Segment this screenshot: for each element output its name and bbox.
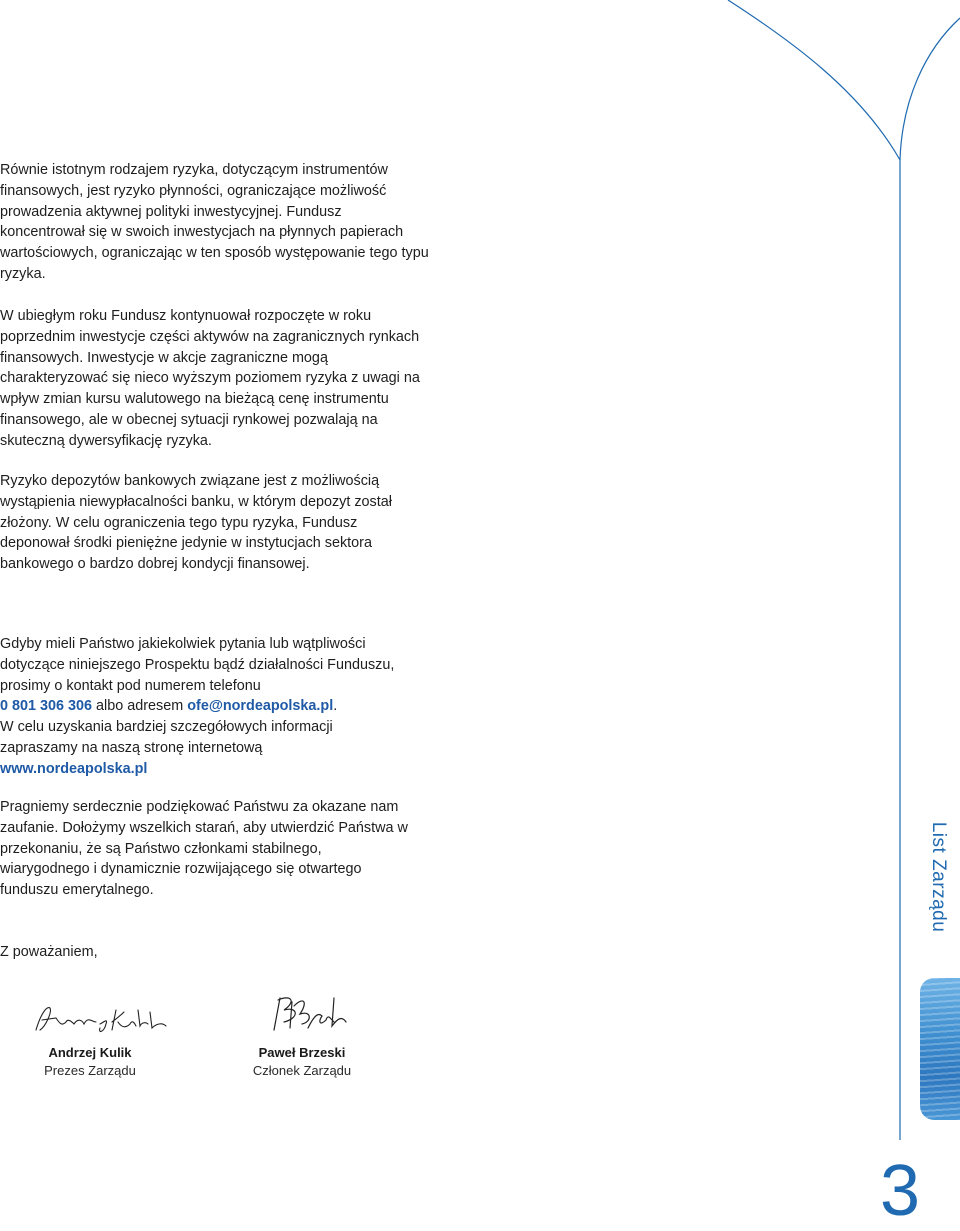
phone-number[interactable]: 0 801 306 306: [0, 698, 93, 715]
page-number: 3: [879, 1151, 920, 1231]
signatory-role-2: Członek Zarządu: [252, 1063, 352, 1078]
water-texture-image: [920, 978, 960, 1120]
contact-intro: Gdyby mieli Państwo jakiekolwiek pytania lub wątpliwości dotyczące niniejszego Prospektu bądź działalności Funduszu, prosimy o kontakt pod numerem telefonu: [0, 636, 395, 694]
signatory-role-1: Prezes Zarządu: [44, 1063, 136, 1078]
closing-salutation: Z poważaniem,: [0, 944, 98, 960]
paragraph-deposit-risk: Ryzyko depozytów bankowych związane jest z możliwością wystąpienia niewypłacalności banku, w którym depozyt został złożony. W celu ograniczenia tego typu ryzyka, Fundusz deponował środki pieniężne jedynie w instytucjach sektora bankowego o bardzo dobrej kondycji finansowej.: [0, 473, 392, 573]
paragraph-contact: [0, 634, 410, 780]
paragraph-foreign-investments: W ubiegłym roku Fundusz kontynuował rozpoczęte w roku poprzednim inwestycje części aktywów na zagranicznych rynkach finansowych. Inwestycje w akcje zagraniczne mogą charakteryzować się nieco wyższym poziomem ryzyka z uwagi na wpływ zmian kursu walutowego na bieżącą cenę instrumentu finansowego, ale w obecnej sytuacji rynkowej pozwalają na skuteczną dywersyfikację ryzyka.: [0, 308, 420, 449]
website-link[interactable]: www.nordeapolska.pl: [0, 760, 148, 777]
contact-mid-text: albo adresem: [92, 698, 188, 715]
email-link[interactable]: ofe@nordeapolska.pl: [187, 698, 334, 715]
signatory-name-1: Andrzej Kulik: [48, 1045, 132, 1060]
signature-andrzej-kulik: [30, 1000, 170, 1040]
section-title-vertical: List Zarządu: [928, 821, 949, 933]
contact-dot: .: [333, 698, 338, 715]
signatory-name-2: Paweł Brzeski: [258, 1045, 346, 1060]
contact-web-intro: W celu uzyskania bardziej szczegółowych informacji zapraszamy na naszą stronę internetową: [0, 719, 333, 756]
paragraph-thanks: Pragniemy serdecznie podziękować Państwu za okazane nam zaufanie. Dołożymy wszelkich starań, aby utwierdzić Państwa w przekonaniu, że są Państwo członkami stabilnego, wiarygodnego i dynamicznie rozwijającego się otwartego funduszu emerytalnego.: [0, 799, 408, 899]
paragraph-liquidity-risk: Równie istotnym rodzajem ryzyka, dotyczącym instrumentów finansowych, jest ryzyko płynności, ograniczające możliwość prowadzenia aktywnej polityki inwestycyjnej. Fundusz koncentrował się w swoich inwestycjach na płynnych papierach wartościowych, ograniczając w ten sposób występowanie tego typu ryzyka.: [0, 162, 429, 282]
signature-pawel-brzeski: [268, 992, 348, 1036]
